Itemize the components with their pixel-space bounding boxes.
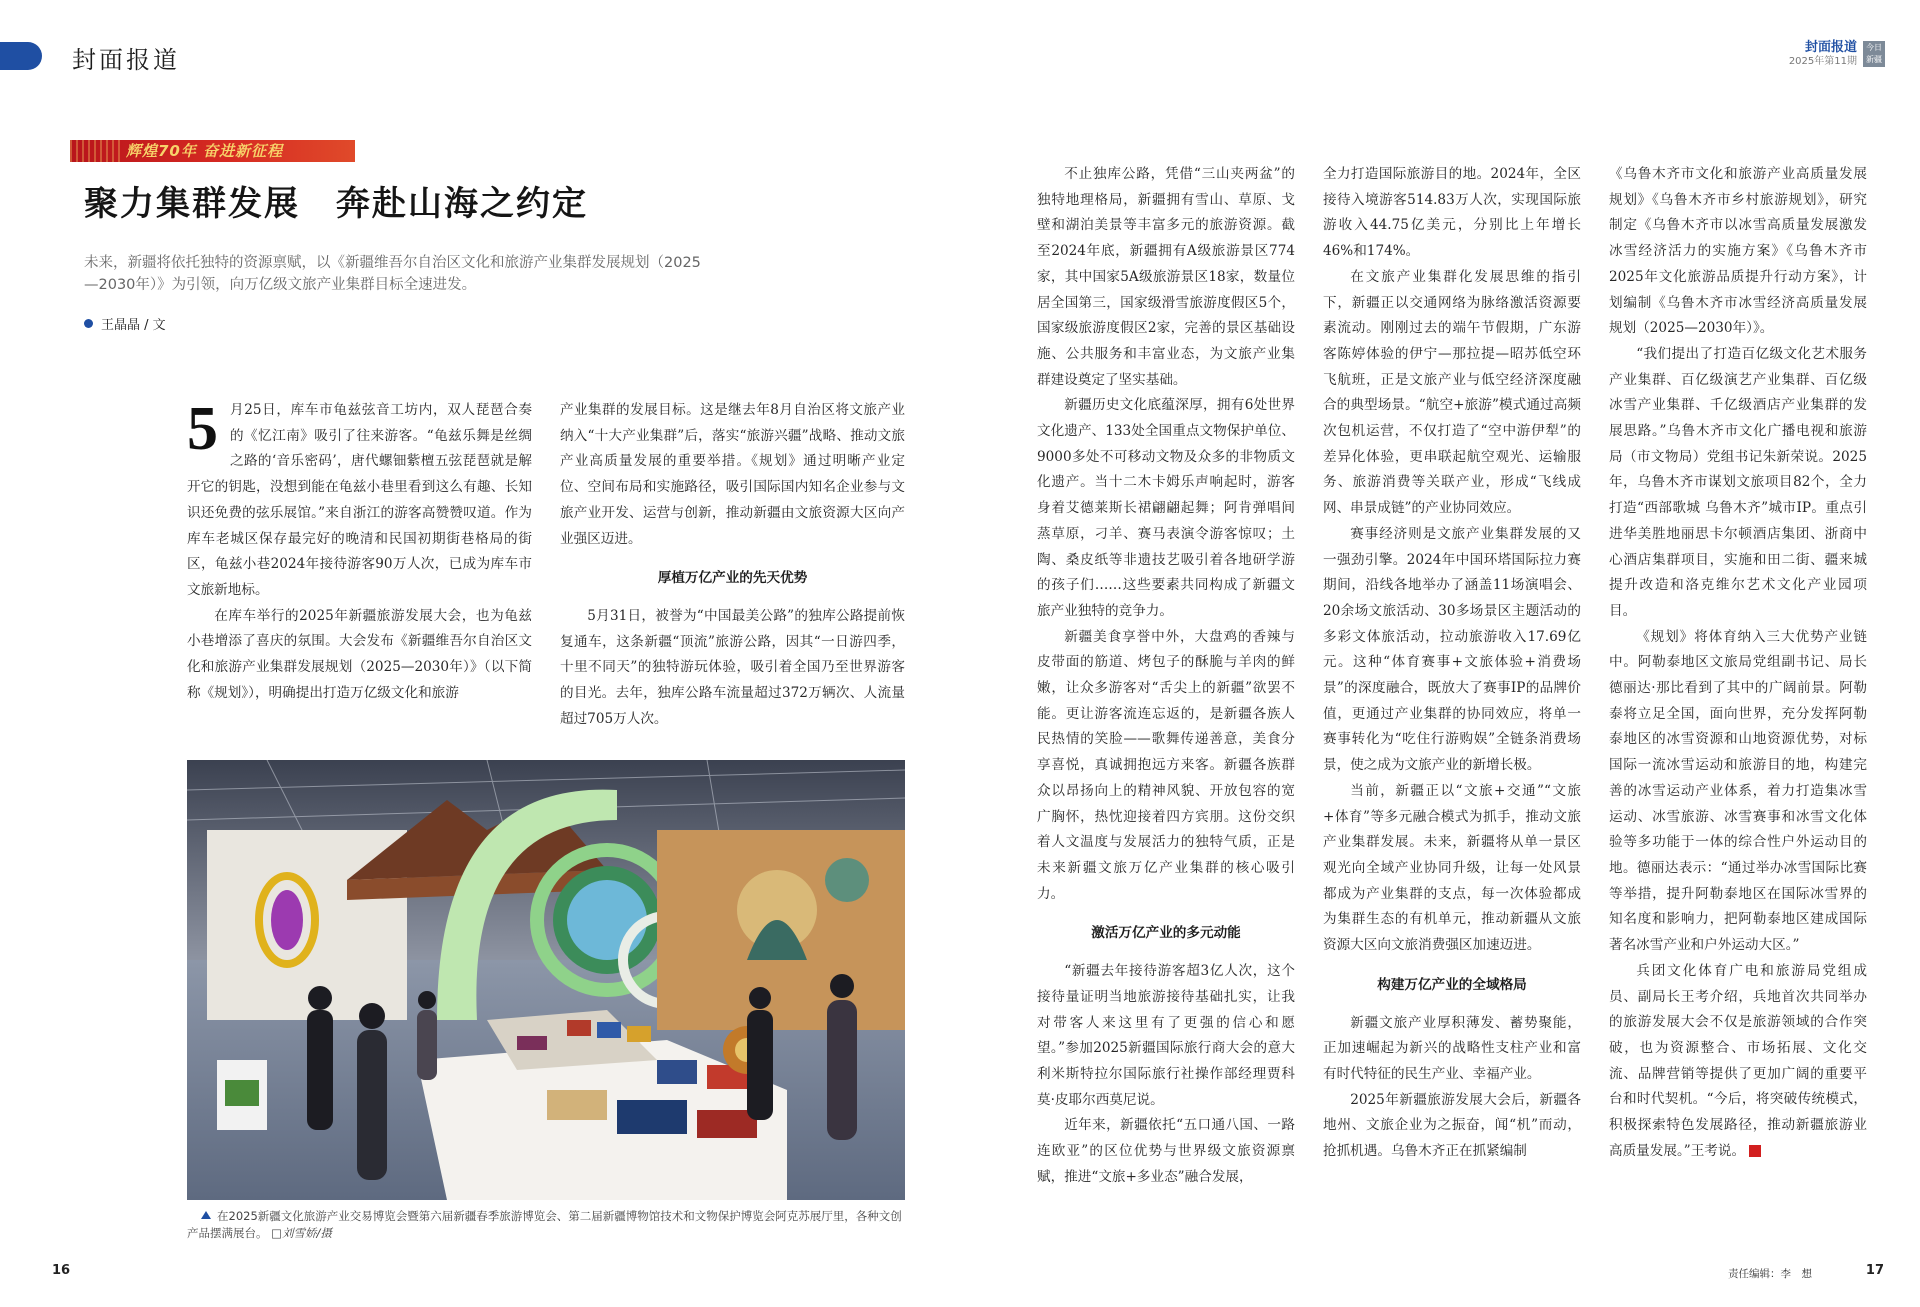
text-column-1 <box>187 395 532 706</box>
paragraph: 赛事经济则是文旅产业集群发展的又一强劲引擎。2024年中国环塔国际拉力赛期间，沿线各地举办了涵盖11场演唱会、20余场文旅活动、30多场景区主题活动的多彩文体旅活动，拉动旅游收入17.69亿元。这种“体育赛事+文旅体验+消费场景”的深度融合，既放大了赛事IP的品牌价值，更通过产业集群的协同效应，将单一赛事转化为“吃住行游购娱”全链条消费场景，使之成为文旅产业的新增长极。 <box>1323 525 1581 774</box>
paragraph: 近年来，新疆依托“五口通八国、一路连欧亚”的区位优势与世界级文旅资源禀赋，推进“文旅+多业态”融合发展， <box>1037 1117 1295 1185</box>
expo-hall-illustration <box>187 760 905 1200</box>
section-title: 封面报道 <box>72 46 180 74</box>
banner-slogan: 辉煌70年 奋进新征程 <box>126 142 284 160</box>
paragraph: “新疆去年接待游客超3亿人次，这个接待量证明当地旅游接待基础扎实，让我对带客人来这里有了更强的信心和愿望。”参加2025新疆国际旅行商大会的意大利米斯特拉尔国际旅行社操作部经理贾科莫·皮耶尔西莫尼说。 <box>1037 963 1295 1108</box>
magazine-logo: 今日新疆 <box>1863 41 1885 67</box>
paragraph: 在库车举行的2025年新疆旅游发展大会，也为龟兹小巷增添了喜庆的氛围。大会发布《新疆维吾尔自治区文化和旅游产业集群发展规划（2025—2030年）》（以下简称《规划》），明确提出打造万亿级文化和旅游 <box>187 607 532 701</box>
photo-credit: □刘雪娇/摄 <box>271 1226 332 1240</box>
magazine-masthead <box>1789 40 1885 68</box>
text-column-3 <box>1037 162 1295 1190</box>
paragraph: 在文旅产业集群化发展思维的指引下，新疆正以交通网络为脉络激活资源要素流动。刚刚过去的端午节假期，广东游客陈婷体验的伊宁—那拉提—昭苏低空环飞航班，正是文旅产业与低空经济深度融合的典型场景。“航空+旅游”模式通过高频次包机运营，不仅打造了“空中游伊犁”的差异化体验，更串联起航空观光、运输服务、旅游消费等关联产业，形成“飞线成网、串景成链”的产业协同效应。 <box>1323 268 1581 517</box>
text-column-2 <box>560 398 905 732</box>
paragraph: 2025年新疆旅游发展大会后，新疆各地州、文旅企业为之振奋，闻“机”而动，抢抓机遇。乌鲁木齐正在抓紧编制 <box>1323 1091 1581 1160</box>
page-number-right: 17 <box>1865 1263 1884 1278</box>
anniversary-banner <box>70 140 355 162</box>
caption-triangle-icon <box>201 1211 211 1219</box>
text-column-5 <box>1609 162 1867 1164</box>
page-number-left: 16 <box>52 1263 71 1278</box>
byline <box>84 314 166 333</box>
issue-number: 2025年第11期 <box>1788 56 1857 67</box>
lead-paragraph: 5 月25日，库车市龟兹弦音工坊内，双人琵琶合奏的《忆江南》吸引了往来游客。“龟兹乐舞是丝绸之路的‘音乐密码’，唐代螺钿紫檀五弦琵琶就是解开它的钥匙，没想到能在龟兹小巷里看到这么有趣、长知识还免费的弦乐展馆。”来自浙江的游客高赞赞叹道。作为库车老城区保存最完好的晚清和民国初期街巷格局的街区，龟兹小巷2024年接待游客90万人次，已成为库车市文旅新地标。 <box>187 395 532 598</box>
section-tab-marker <box>0 42 42 70</box>
text-column-4 <box>1323 162 1581 1165</box>
section-heading: 厚植万亿产业的先天优势 <box>657 570 808 587</box>
byline-author: 王晶晶 / 文 <box>101 318 166 333</box>
byline-dot-icon <box>84 319 93 328</box>
paragraph: 《规划》将体育纳入三大优势产业链中。阿勒泰地区文旅局党组副书记、局长德丽达·那比看到了其中的广阔前景。阿勒泰将立足全国，面向世界，充分发挥阿勒泰地区的冰雪资源和山地资源优势，对标国际一流冰雪运动和旅游目的地，构建完善的冰雪运动产业体系，着力打造集冰雪运动、冰雪旅游、冰雪赛事和冰雪文化体验等多功能于一体的综合性户外运动目的地。德丽达表示：“通过举办冰雪国际比赛等举措，提升阿勒泰地区在国际冰雪界的知名度和影响力，把阿勒泰地区建成国际著名冰雪产业和户外运动大区。” <box>1609 628 1867 954</box>
paragraph: 兵团文化体育广电和旅游局党组成员、副局长王考介绍，兵地首次共同举办的旅游发展大会不仅是旅游领域的合作突破，也为资源整合、市场拓展、文化交流、品牌营销等提供了更加广阔的重要平台和时代契机。“今后，将突破传统模式，积极探索特色发展路径，推动新疆旅游业高质量发展。”王考说。 <box>1609 962 1867 1159</box>
paragraph: 5月31日，被誉为“中国最美公路”的独库公路提前恢复通车，这条新疆“顶流”旅游公路，因其“一日游四季，十里不同天”的独特游玩体验，吸引着全国乃至世界游客的目光。去年，独库公路车流量超过372万辆次、人流量超过705万人次。 <box>560 607 905 727</box>
photo-caption <box>187 1208 905 1242</box>
caption-text: 在2025新疆文化旅游产业交易博览会暨第六届新疆春季旅游博览会、第二届新疆博物馆技术和文物保护博览会阿克苏展厅里，各种文创产品摆满展台。 <box>187 1209 902 1240</box>
paragraph: 不止独库公路，凭借“三山夹两盆”的独特地理格局，新疆拥有雪山、草原、戈壁和湖泊美景等丰富多元的旅游资源。截至2024年底，新疆拥有A级旅游景区774家，其中国家5A级旅游景区18家，数量位居全国第三，国家级滑雪旅游度假区5个，国家级旅游度假区2家，完善的景区基础设施、公共服务和丰富业态，为文旅产业集群建设奠定了坚实基础。 <box>1037 166 1295 388</box>
paragraph: 产业集群的发展目标。这是继去年8月自治区将文旅产业纳入“十大产业集群”后，落实“旅游兴疆”战略、推动文旅产业高质量发展的重要举措。《规划》通过明晰产业定位、空间布局和实施路径，吸引国际国内知名企业参与文旅产业开发、运营与创新，推动新疆由文旅资源大区向产业强区迈进。 <box>560 402 905 547</box>
paragraph: 全力打造国际旅游目的地。2024年，全区接待入境游客514.83万人次，实现国际旅游收入44.75亿美元，分别比上年增长46%和174%。 <box>1323 166 1581 260</box>
paragraph: 新疆文旅产业厚积薄发、蓄势聚能，正加速崛起为新兴的战略性支柱产业和富有时代特征的民生产业、幸福产业。 <box>1323 1014 1581 1082</box>
paragraph: “我们提出了打造百亿级文化艺术服务产业集群、百亿级演艺产业集群、百亿级冰雪产业集群、千亿级酒店产业集群的发展思路。”乌鲁木齐市文化广播电视和旅游局（市文物局）党组书记朱新荣说。2025年，乌鲁木齐市谋划文旅项目82个，全力打造“西部歌城 乌鲁木齐”城市IP。重点引进华美胜地丽思卡尔顿酒店集团、浙商中心酒店集群项目，实施和田二街、疆来城提升改造和洛克维尔艺术文化产业园项目。 <box>1609 345 1867 619</box>
paragraph: 新疆美食享誉中外，大盘鸡的香辣与皮带面的筋道、烤包子的酥脆与羊肉的鲜嫩，让众多游客对“舌尖上的新疆”欲罢不能。更让游客流连忘返的，是新疆各族人民热情的笑脸——歌舞传递善意，美食分享喜悦，真诚拥抱远方来客。新疆各族群众以昂扬向上的精神风貌、开放包容的宽广胸怀，热忱迎接着四方宾朋。这份交织着人文温度与发展活力的独特气质，正是未来新疆文旅万亿产业集群的核心吸引力。 <box>1037 628 1295 902</box>
article-end-mark-icon <box>1749 1145 1761 1157</box>
article-deck: 未来，新疆将依托独特的资源禀赋，以《新疆维吾尔自治区文化和旅游产业集群发展规划（2025—2030年）》为引领，向万亿级文旅产业集群目标全速进发。 <box>84 255 701 293</box>
expo-photo <box>187 760 905 1200</box>
paragraph: 当前，新疆正以“文旅+交通”“文旅+体育”等多元融合模式为抓手，推动文旅产业集群发展。未来，新疆将从单一景区观光向全域产业协同升级，让每一处风景都成为产业集群的支点，每一次体验都成为集群生态的有机单元，推动新疆从文旅资源大区向文旅消费强区加速迈进。 <box>1323 782 1581 954</box>
section-heading: 激活万亿产业的多元动能 <box>1091 925 1241 942</box>
paragraph: 新疆历史文化底蕴深厚，拥有6处世界文化遗产、133处全国重点文物保护单位、9000多处不可移动文物及众多的非物质文化遗产。当十二木卡姆乐声响起时，游客身着艾德莱斯长裙翩翩起舞；阿肯弹唱间蒸草原，刁羊、赛马表演令游客惊叹；土陶、桑皮纸等非遗技艺吸引着各地研学游的孩子们……这些要素共同构成了新疆文旅产业独特的竞争力。 <box>1037 397 1295 619</box>
responsible-editor: 责任编辑：李 想 <box>1728 1268 1812 1280</box>
masthead-brand: 封面报道 <box>1804 40 1857 55</box>
article-headline: 聚力集群发展 奔赴山海之约定 <box>84 184 588 224</box>
drop-cap: 5 <box>187 395 218 463</box>
paragraph: 《乌鲁木齐市文化和旅游产业高质量发展规划》《乌鲁木齐市乡村旅游规划》，研究制定《乌鲁木齐市以冰雪高质量发展激发冰雪经济活力的实施方案》《乌鲁木齐市2025年文化旅游品质提升行动方案》，计划编制《乌鲁木齐市冰雪经济高质量发展规划（2025—2030年）》。 <box>1609 166 1867 337</box>
section-heading: 构建万亿产业的全域格局 <box>1377 976 1527 993</box>
